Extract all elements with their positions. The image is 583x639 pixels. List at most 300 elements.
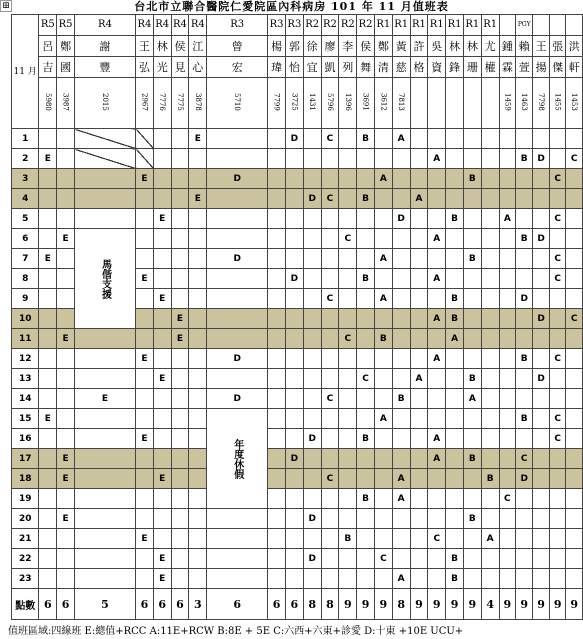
duty-cell[interactable] [392,289,410,309]
duty-cell[interactable]: D [533,309,550,329]
duty-cell[interactable] [481,289,499,309]
duty-cell[interactable] [357,569,375,589]
duty-cell[interactable] [136,409,154,429]
duty-cell[interactable] [357,349,375,369]
duty-cell[interactable] [303,249,321,269]
duty-cell[interactable] [75,209,136,229]
duty-cell[interactable] [153,309,171,329]
duty-cell[interactable] [516,269,533,289]
duty-cell[interactable] [136,329,154,349]
duty-cell[interactable] [39,429,57,449]
duty-cell[interactable]: A [392,469,410,489]
duty-cell[interactable] [57,289,75,309]
duty-cell[interactable] [136,289,154,309]
duty-cell[interactable]: C [516,449,533,469]
duty-cell[interactable]: E [136,349,154,369]
duty-cell[interactable]: A [428,349,446,369]
duty-cell[interactable] [303,149,321,169]
duty-cell[interactable]: D [533,149,550,169]
duty-cell[interactable] [303,209,321,229]
duty-cell[interactable] [533,489,550,509]
duty-cell[interactable] [374,369,392,389]
duty-cell[interactable] [207,509,268,529]
duty-cell[interactable] [136,189,154,209]
duty-cell[interactable] [39,469,57,489]
duty-cell[interactable] [57,409,75,429]
duty-cell[interactable] [303,489,321,509]
duty-cell[interactable]: A [428,149,446,169]
duty-cell[interactable] [392,529,410,549]
duty-cell[interactable] [374,269,392,289]
duty-cell[interactable]: C [549,209,566,229]
duty-cell[interactable]: E [153,369,171,389]
duty-cell[interactable] [171,229,189,249]
duty-cell[interactable] [428,549,446,569]
duty-cell[interactable] [171,469,189,489]
duty-cell[interactable] [374,389,392,409]
duty-cell[interactable] [428,569,446,589]
duty-cell[interactable] [75,409,136,429]
duty-cell[interactable]: D [303,189,321,209]
duty-cell[interactable] [566,229,583,249]
duty-cell[interactable] [136,309,154,329]
duty-cell[interactable] [410,409,428,429]
duty-cell[interactable] [339,389,357,409]
duty-cell[interactable] [481,449,499,469]
duty-cell[interactable] [516,249,533,269]
duty-cell[interactable] [285,509,303,529]
duty-cell[interactable] [481,389,499,409]
duty-cell[interactable] [171,209,189,229]
duty-cell[interactable]: B [392,389,410,409]
duty-cell[interactable] [39,309,57,329]
duty-cell[interactable] [285,149,303,169]
duty-cell[interactable] [463,149,481,169]
duty-cell[interactable] [566,469,583,489]
duty-cell[interactable] [446,529,464,549]
duty-cell[interactable]: E [57,449,75,469]
duty-cell[interactable] [171,569,189,589]
duty-cell[interactable] [136,389,154,409]
duty-cell[interactable] [171,429,189,449]
duty-cell[interactable] [533,389,550,409]
duty-cell[interactable] [207,289,268,309]
duty-cell[interactable] [499,249,516,269]
duty-cell[interactable] [566,369,583,389]
duty-cell[interactable] [549,569,566,589]
duty-cell[interactable] [268,289,286,309]
duty-cell[interactable] [392,249,410,269]
duty-cell[interactable] [549,509,566,529]
duty-cell[interactable] [516,509,533,529]
duty-cell[interactable] [75,469,136,489]
duty-cell[interactable] [285,469,303,489]
duty-cell[interactable] [321,489,339,509]
duty-cell[interactable] [549,149,566,169]
duty-cell[interactable] [75,569,136,589]
duty-cell[interactable] [303,129,321,149]
duty-cell[interactable] [321,409,339,429]
duty-cell[interactable] [463,309,481,329]
duty-cell[interactable] [303,289,321,309]
duty-cell[interactable] [207,569,268,589]
duty-cell[interactable] [374,429,392,449]
duty-cell[interactable] [428,409,446,429]
duty-cell[interactable] [171,489,189,509]
duty-cell[interactable]: A [392,489,410,509]
duty-cell[interactable] [207,129,268,149]
duty-cell[interactable]: E [153,469,171,489]
duty-cell[interactable] [153,249,171,269]
duty-cell[interactable] [533,349,550,369]
duty-cell[interactable]: E [136,429,154,449]
duty-cell[interactable] [549,229,566,249]
duty-cell[interactable]: B [463,509,481,529]
duty-cell[interactable] [392,269,410,289]
duty-cell[interactable] [57,369,75,389]
duty-cell[interactable] [481,169,499,189]
duty-cell[interactable] [410,229,428,249]
duty-cell[interactable] [339,489,357,509]
duty-cell[interactable]: A [428,429,446,449]
duty-cell[interactable] [153,129,171,149]
duty-cell[interactable] [321,169,339,189]
duty-cell[interactable]: D [207,249,268,269]
duty-cell[interactable] [57,389,75,409]
duty-cell[interactable]: C [499,489,516,509]
duty-cell[interactable] [285,369,303,389]
duty-cell[interactable] [566,329,583,349]
duty-cell[interactable] [136,369,154,389]
duty-cell[interactable] [410,209,428,229]
duty-cell[interactable] [303,349,321,369]
duty-cell[interactable] [463,409,481,429]
duty-cell[interactable] [57,209,75,229]
duty-cell[interactable] [57,189,75,209]
duty-cell[interactable] [481,309,499,329]
duty-cell[interactable] [481,269,499,289]
duty-cell[interactable] [39,509,57,529]
duty-cell[interactable] [410,389,428,409]
duty-cell[interactable] [57,489,75,509]
duty-cell[interactable]: C [339,229,357,249]
duty-cell[interactable]: E [57,329,75,349]
duty-cell[interactable]: C [549,429,566,449]
duty-cell[interactable] [446,449,464,469]
duty-cell[interactable] [499,429,516,449]
duty-cell[interactable] [463,269,481,289]
duty-cell[interactable] [321,329,339,349]
duty-cell[interactable] [321,369,339,389]
duty-cell[interactable] [189,469,207,489]
duty-cell[interactable] [410,469,428,489]
duty-cell[interactable] [268,209,286,229]
duty-cell[interactable] [357,309,375,329]
duty-cell[interactable]: E [39,249,57,269]
duty-cell[interactable]: B [374,329,392,349]
duty-cell[interactable] [189,489,207,509]
duty-cell[interactable] [549,129,566,149]
duty-cell[interactable] [549,529,566,549]
duty-cell[interactable] [303,449,321,469]
duty-cell[interactable] [171,249,189,269]
duty-cell[interactable] [75,429,136,449]
duty-cell[interactable] [171,349,189,369]
duty-cell[interactable] [39,549,57,569]
duty-cell[interactable] [410,269,428,289]
duty-cell[interactable] [446,489,464,509]
duty-cell[interactable] [39,349,57,369]
duty-cell[interactable] [268,229,286,249]
duty-cell[interactable]: D [285,449,303,469]
duty-cell[interactable] [171,269,189,289]
duty-cell[interactable]: A [410,369,428,389]
duty-cell[interactable] [268,169,286,189]
duty-cell[interactable] [463,289,481,309]
duty-cell[interactable] [39,489,57,509]
duty-cell[interactable] [268,189,286,209]
duty-cell[interactable] [339,369,357,389]
duty-cell[interactable] [463,349,481,369]
duty-cell[interactable]: D [207,389,268,409]
duty-cell[interactable] [285,529,303,549]
duty-cell[interactable] [153,349,171,369]
duty-cell[interactable] [549,389,566,409]
duty-cell[interactable] [39,189,57,209]
duty-cell[interactable] [533,329,550,349]
duty-cell[interactable] [75,169,136,189]
duty-cell[interactable] [566,549,583,569]
duty-cell[interactable]: B [357,269,375,289]
duty-cell[interactable] [285,489,303,509]
duty-cell[interactable] [410,309,428,329]
duty-cell[interactable] [285,289,303,309]
duty-cell[interactable]: E [57,229,75,249]
duty-cell[interactable] [428,209,446,229]
duty-cell[interactable]: B [446,289,464,309]
duty-cell[interactable] [268,489,286,509]
duty-cell[interactable] [189,149,207,169]
duty-cell[interactable] [153,449,171,469]
duty-cell[interactable] [285,169,303,189]
duty-cell[interactable] [533,269,550,289]
duty-cell[interactable] [392,189,410,209]
duty-cell[interactable] [285,329,303,349]
duty-cell[interactable] [268,149,286,169]
duty-cell[interactable] [463,209,481,229]
duty-cell[interactable] [268,309,286,329]
duty-cell[interactable]: A [428,309,446,329]
duty-cell[interactable] [499,289,516,309]
duty-cell[interactable] [516,529,533,549]
duty-cell[interactable] [516,309,533,329]
duty-cell[interactable] [153,189,171,209]
duty-cell[interactable]: E [57,469,75,489]
duty-cell[interactable] [428,169,446,189]
duty-cell[interactable]: C [321,189,339,209]
duty-cell[interactable] [321,309,339,329]
duty-cell[interactable]: A [410,189,428,209]
duty-cell[interactable] [285,389,303,409]
duty-cell[interactable]: D [207,169,268,189]
duty-cell[interactable]: E [153,549,171,569]
duty-cell[interactable] [321,529,339,549]
duty-cell[interactable] [189,529,207,549]
duty-cell[interactable]: A [374,409,392,429]
duty-cell[interactable] [39,269,57,289]
duty-cell[interactable] [339,349,357,369]
duty-cell[interactable]: E [75,389,136,409]
duty-cell[interactable] [136,209,154,229]
duty-cell[interactable] [499,349,516,369]
duty-cell[interactable] [285,429,303,449]
duty-cell[interactable] [153,429,171,449]
duty-cell[interactable] [481,569,499,589]
duty-cell[interactable] [499,449,516,469]
duty-cell[interactable]: A [392,129,410,149]
duty-cell[interactable] [207,149,268,169]
duty-cell[interactable] [268,249,286,269]
duty-cell[interactable] [374,189,392,209]
duty-cell[interactable] [136,569,154,589]
duty-cell[interactable]: B [516,229,533,249]
duty-cell[interactable] [533,289,550,309]
duty-cell[interactable] [57,569,75,589]
duty-cell[interactable] [549,309,566,329]
duty-cell[interactable]: A [446,329,464,349]
duty-cell[interactable] [410,289,428,309]
duty-cell[interactable] [339,549,357,569]
duty-cell[interactable] [481,369,499,389]
duty-cell[interactable] [136,509,154,529]
duty-cell[interactable] [285,209,303,229]
duty-cell[interactable] [428,329,446,349]
duty-cell[interactable] [268,529,286,549]
duty-cell[interactable] [268,469,286,489]
duty-cell[interactable]: D [303,509,321,529]
duty-cell[interactable] [392,509,410,529]
duty-cell[interactable] [285,549,303,569]
duty-cell[interactable] [189,169,207,189]
duty-cell[interactable]: B [446,569,464,589]
duty-cell[interactable] [566,409,583,429]
duty-cell[interactable] [285,189,303,209]
duty-cell[interactable] [566,509,583,529]
duty-cell[interactable] [516,169,533,189]
duty-cell[interactable] [549,469,566,489]
duty-cell[interactable]: C [321,129,339,149]
duty-cell[interactable] [481,189,499,209]
duty-cell[interactable] [57,269,75,289]
duty-cell[interactable] [57,129,75,149]
duty-cell[interactable] [549,489,566,509]
duty-cell[interactable] [171,169,189,189]
duty-cell[interactable]: E [171,309,189,329]
duty-cell[interactable]: E [136,169,154,189]
duty-cell[interactable] [357,149,375,169]
duty-cell[interactable] [533,549,550,569]
duty-cell[interactable] [481,349,499,369]
duty-cell[interactable] [499,369,516,389]
duty-cell[interactable] [268,509,286,529]
duty-cell[interactable] [171,129,189,149]
duty-cell[interactable] [410,489,428,509]
duty-cell[interactable] [566,249,583,269]
duty-cell[interactable] [516,549,533,569]
duty-cell[interactable] [321,229,339,249]
duty-cell[interactable] [57,169,75,189]
duty-cell[interactable] [268,129,286,149]
duty-cell[interactable]: A [374,169,392,189]
duty-cell[interactable] [75,129,136,149]
duty-cell[interactable] [428,289,446,309]
duty-cell[interactable] [171,409,189,429]
duty-cell[interactable] [410,129,428,149]
duty-cell[interactable] [75,349,136,369]
duty-cell[interactable]: B [446,549,464,569]
duty-cell[interactable] [285,409,303,429]
duty-cell[interactable] [428,469,446,489]
duty-cell[interactable] [428,509,446,529]
duty-cell[interactable]: D [533,229,550,249]
duty-cell[interactable]: A [392,569,410,589]
duty-cell[interactable] [428,369,446,389]
duty-cell[interactable] [428,489,446,509]
duty-cell[interactable]: C [549,169,566,189]
duty-cell[interactable]: A [481,529,499,549]
duty-cell[interactable]: B [446,309,464,329]
duty-cell[interactable] [39,369,57,389]
duty-cell[interactable] [136,149,154,169]
duty-cell[interactable] [446,409,464,429]
duty-cell[interactable] [339,409,357,429]
duty-cell[interactable] [549,449,566,469]
duty-cell[interactable] [410,429,428,449]
duty-cell[interactable] [171,449,189,469]
duty-cell[interactable] [446,149,464,169]
duty-cell[interactable] [268,549,286,569]
duty-cell[interactable] [339,289,357,309]
duty-cell[interactable]: A [428,449,446,469]
duty-cell[interactable] [516,429,533,449]
duty-cell[interactable] [321,509,339,529]
duty-cell[interactable] [321,349,339,369]
duty-cell[interactable]: A [374,289,392,309]
duty-cell[interactable] [171,149,189,169]
duty-cell[interactable]: E [189,129,207,149]
duty-cell[interactable] [189,249,207,269]
duty-cell[interactable] [499,529,516,549]
duty-cell[interactable] [392,549,410,569]
expand-table-icon[interactable]: ⊞ [0,0,12,12]
duty-cell[interactable] [136,489,154,509]
duty-cell[interactable] [75,489,136,509]
duty-cell[interactable]: B [481,469,499,489]
duty-cell[interactable] [499,169,516,189]
duty-cell[interactable] [171,369,189,389]
duty-cell[interactable] [189,449,207,469]
duty-cell[interactable] [357,289,375,309]
duty-cell[interactable]: E [136,269,154,289]
duty-cell[interactable]: A [499,209,516,229]
duty-cell[interactable] [481,209,499,229]
duty-cell[interactable] [153,269,171,289]
duty-cell[interactable] [392,309,410,329]
duty-cell[interactable] [39,449,57,469]
duty-cell[interactable] [171,289,189,309]
duty-cell[interactable] [392,349,410,369]
duty-cell[interactable]: B [357,189,375,209]
